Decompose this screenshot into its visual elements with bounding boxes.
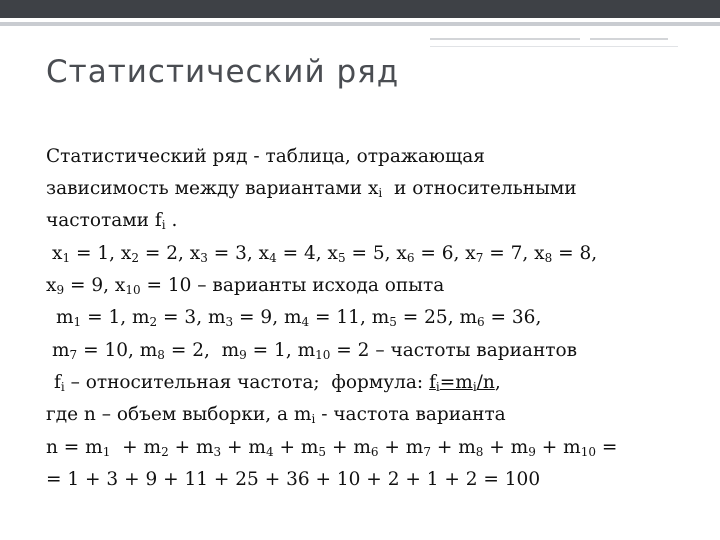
body-line-4: $x_1 = 1$, $x_2 = 2$, $x_3 = 3$, $x_4 = 4$, $x_5 = 5$, $x_6 = 6$, $x_7 = 7$, $x_8 = 8$, [52,243,598,265]
decor-line [430,38,580,40]
body-line-11: = 1 + 3 + 9 + 11 + 25 + 36 + 10 + 2 + 1 + 2 = 100 [46,469,541,490]
body-line-6: $m_1 = 1$, $m_2 = 3$, $m_3 = 9$, $m_4 = 11$, $m_5 = 25$, $m_6 = 36$, [56,307,542,329]
body-line-9: где n – объем выборки, а $m_i$ - частота варианта [46,404,506,426]
line-text: Статистический ряд - таблица, отражающая [46,146,485,167]
decor-line [590,38,668,40]
body-line-10: $n = m_1 + m_2 + m_3 + m_4 + m_5 + m_6 + m_7 + m_8 + m_9 + m_{10}$ = [46,437,618,459]
body-line-1 [46,146,485,167]
body-line-7: $m_7 = 10$, $m_8 = 2$, $m_9 = 1$, $m_{10} = 2$ – частоты вариантов [52,340,578,362]
top-decor-stripe [0,22,720,26]
body-line-5: $x_9 = 9$, $x_{10} = 10$ – варианты исхода опыта [46,275,445,297]
body-line-3: частотами $f_i$ . [46,210,178,232]
body-line-8: $f_i$ – относительная частота; формула: $f_i=m_i/n$, [54,372,501,394]
body-line-2: зависимость между вариантами $x_i$ и относительными [46,178,577,200]
top-decor-bar [0,0,720,18]
slide-title: Статистический ряд [46,54,400,90]
decor-line [430,46,678,47]
